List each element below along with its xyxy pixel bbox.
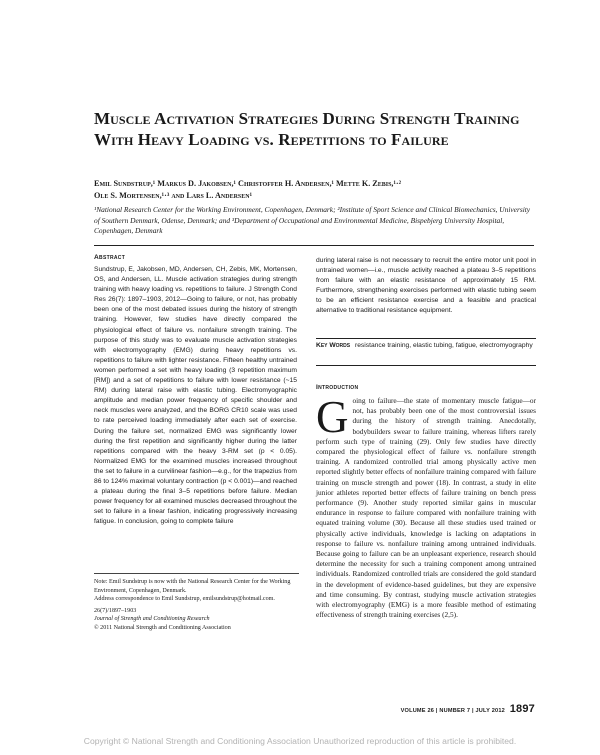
- author-list: [94, 178, 534, 201]
- footnote-note: Note: Emil Sundstrup is now with the National Research Center for the Working Environment, Copenhagen, Denmark.: [94, 579, 291, 594]
- footnote-copyright: © 2011 National Strength and Conditioning Association: [94, 624, 231, 631]
- keywords-divider-bottom: [316, 365, 536, 366]
- footnotes: [94, 578, 299, 633]
- footnote-journal: Journal of Strength and Conditioning Research: [94, 616, 210, 623]
- footnote-volume: 26(7)/1897–1903: [94, 607, 137, 614]
- author-line-2: Ole S. Mortensen,¹·³ and Lars L. Andersen¹: [94, 190, 253, 200]
- copyright-banner: Copyright © National Strength and Conditioning Association Unauthorized reproduction of this article is prohibited.: [83, 736, 517, 746]
- abstract-continued: during lateral raise is not necessary to recruit the entire motor unit pool in untrained women—i.e., muscle activity reached a plateau 3–5 repetitions from failure with an elastic resistance of approximately 15 RM. Furthermore, strengthening exercises performed with elastic tubing seem to be an efficient resistance exercise and a feasible and practical alternative to traditional resistance equipment.: [316, 257, 536, 315]
- introduction-heading: Introduction: [316, 384, 359, 391]
- page-footer: [401, 703, 535, 715]
- footnote-correspondence: Address correspondence to Emil Sundstrup, emilsundstrup@hotmail.com.: [94, 596, 275, 603]
- abstract-heading: Abstract: [94, 254, 126, 261]
- author-line-1: Emil Sundstrup,¹ Markus D. Jakobsen,¹ Christoffer H. Andersen,¹ Mette K. Zebis,¹·²: [94, 179, 402, 188]
- introduction-body: oing to failure—the state of momentary muscle fatigue—or not, has probably been one of the most controversial issues during the history of strength training. Anecdotally, bodybuilders swear to failure training, whereas lifters rarely perform such type of training (29). Only few studies have directly compared the physiological effect of failure vs. nonfailure strength training. A randomized controlled trial among physically active men reported slightly better effects of nonfailure training compared with failure training on muscle strength and power (18). In contrast, a study in elite junior athletes reported better effects of failure training on bench press performance (9). Another study reported similar gains in muscular endurance in response to failure compared with nonfailure training with equated training volume (30). Because all these studies used trained or physically active individuals, knowledge is lacking on adaptations in response to failure vs. nonfailure training among untrained individuals. Because going to failure can be an unpleasant experience, research should determine the necessity for such a training component among untrained individuals. Randomized controlled trials are considered the gold standard in the development of evidence-based guidelines, but they are expensive and time consuming. By contrast, studying muscle activation strategies with electromyography (EMG) is a more feasible method of estimating effectiveness of strength training exercises (2,5).: [316, 396, 536, 620]
- article-title: Muscle Activation Strategies During Strength Training With Heavy Loading vs. Repetitions to Failure: [94, 109, 520, 149]
- page-number: 1897: [509, 703, 535, 715]
- introduction-text: [316, 392, 536, 620]
- keywords-divider-top: [316, 338, 536, 339]
- keywords-text: resistance training, elastic tubing, fatigue, electromyography: [354, 342, 533, 349]
- dropcap: G: [316, 392, 349, 442]
- abstract-section: [94, 254, 297, 527]
- keywords-heading: Key Words: [316, 342, 351, 349]
- abstract-text: Sundstrup, E, Jakobsen, MD, Andersen, CH, Zebis, MK, Mortensen, OS, and Andersen, LL. Muscle activation strategies during strength training with heavy loading vs. repetitions to failure. J Strength Cond Res 26(7): 1897–1903, 2012—Going to failure, or not, has probably been one of the most debated issues during the history of strength training. However, few studies have directly compared the physiological effect of failure vs. nonfailure strength training. The purpose of this study was to evaluate muscle activation strategies with electromyography (EMG) during heavy repetitions vs. repetitions to failure with lighter resistance. Fifteen healthy untrained women performed a set with heavy loading (3 repetition maximum [RM]) and a set of repetitions to failure with lower resistance (~15 RM) during lateral raise with elastic tubing. Electromyographic amplitude and median power frequency of specific shoulder and neck muscles were analyzed, and the BORG CR10 scale was used to rate perceived loading immediately after each set of exercise. During the failure set, normalized EMG was significantly lower during the first repetition and significantly higher during the latter repetitions compared with the heavy 3-RM set (p < 0.05). Normalized EMG for the examined muscles increased throughout the set to failure in a curvilinear fashion—e.g., for the trapezius from 86 to 124% maximal voluntary contraction (p < 0.001)—and reached a plateau during the final 3–5 repetitions before failure. Median power frequency for all examined muscles decreased throughout the set to failure in a linear fashion, indicating progressively increasing fatigue. In conclusion, going to complete failure: [94, 266, 297, 526]
- keywords: [316, 341, 536, 351]
- footnote-divider: [94, 573, 299, 574]
- affiliations: ¹National Research Center for the Working Environment, Copenhagen, Denmark; ²Institute of Sport Science and Clinical Biomechanics, University of Southern Denmark, Odense, Denmark; and ³Department of Occupational and Environmental Medicine, Bispebjerg University Hospital, Copenhagen, Denmark: [94, 205, 531, 235]
- header-divider: [94, 245, 534, 246]
- issue-info: VOLUME 26 | NUMBER 7 | JULY 2012: [400, 708, 505, 714]
